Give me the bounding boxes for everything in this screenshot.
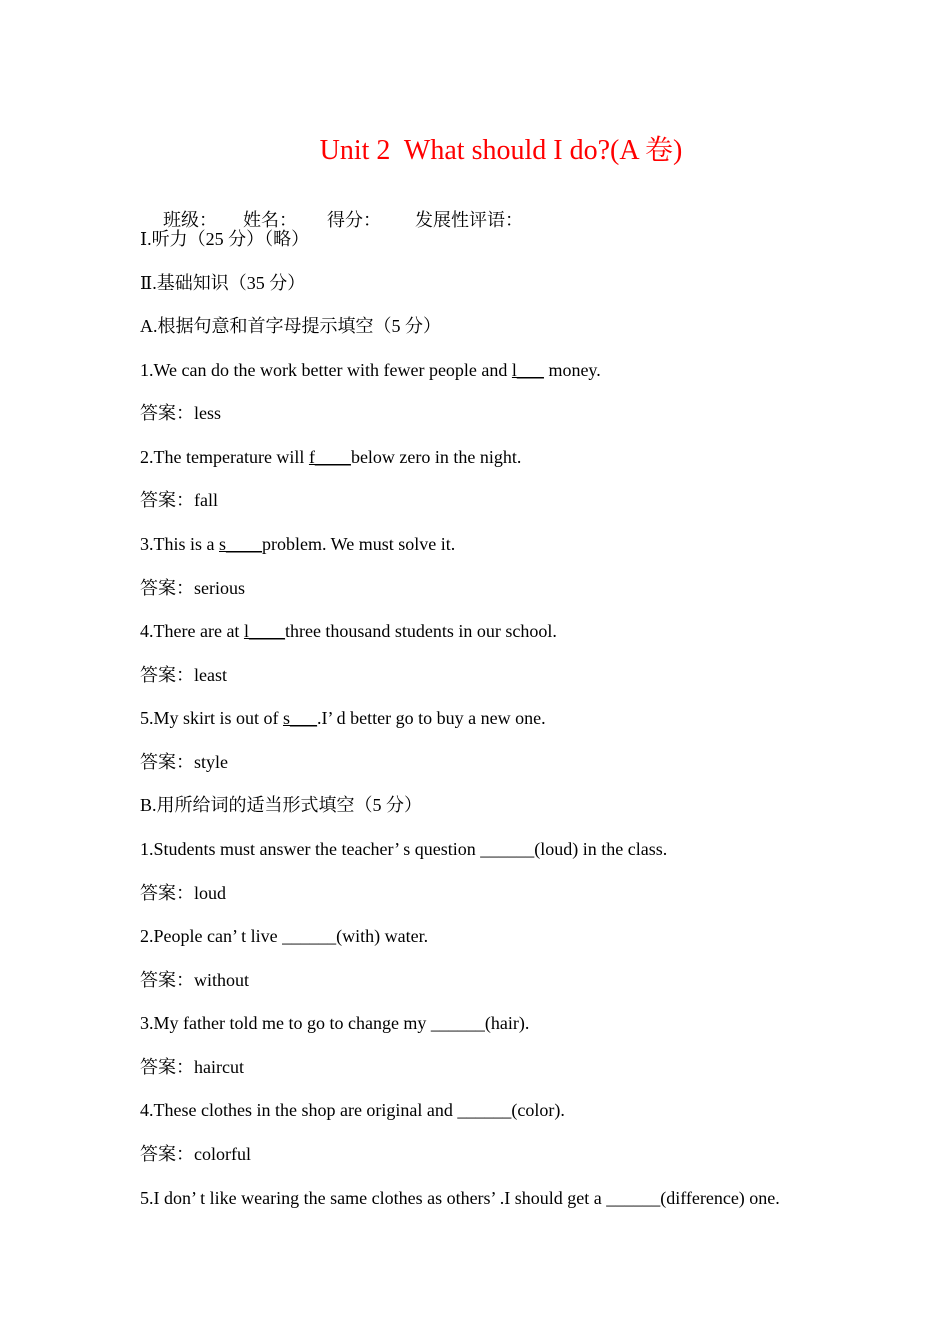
answer-b4: 答案：colorful bbox=[140, 1144, 251, 1164]
answer-blank: f____ bbox=[308, 447, 351, 467]
class-label: 班级： bbox=[163, 210, 217, 230]
part-a-heading: A.根据句意和首字母提示填空（5 分） bbox=[140, 316, 441, 336]
question-b4: 4.These clothes in the shop are original and ______(color). bbox=[140, 1100, 565, 1120]
answer-blank: s___ bbox=[283, 708, 318, 728]
answer-blank: l____ bbox=[243, 621, 285, 641]
question-a2: 2.The temperature will f____below zero in the night. bbox=[140, 447, 522, 467]
answer-blank: s____ bbox=[219, 534, 263, 554]
answer-a5: 答案：style bbox=[140, 752, 228, 772]
answer-blank: l___ bbox=[511, 360, 544, 380]
answer-a4: 答案：least bbox=[140, 665, 227, 685]
question-b5: 5.I don’ t like wearing the same clothes as others’ .I should get a ______(difference) one. bbox=[140, 1188, 780, 1208]
section-basic-knowledge: Ⅱ.基础知识（35 分） bbox=[140, 273, 306, 293]
question-a3: 3.This is a s____problem. We must solve it. bbox=[140, 534, 456, 554]
section-listening: Ⅰ.听力（25 分）（略） bbox=[140, 229, 310, 249]
comment-label: 发展性评语： bbox=[415, 210, 523, 230]
answer-a3: 答案：serious bbox=[140, 578, 245, 598]
part-b-heading: B.用所给词的适当形式填空（5 分） bbox=[140, 795, 423, 815]
answer-a1: 答案：less bbox=[140, 403, 221, 423]
score-label: 得分： bbox=[327, 210, 381, 230]
question-a5: 5.My skirt is out of s___.I’ d better go to buy a new one. bbox=[140, 708, 546, 728]
answer-b3: 答案：haircut bbox=[140, 1057, 244, 1077]
question-b1: 1.Students must answer the teacher’ s question ______(loud) in the class. bbox=[140, 839, 668, 859]
answer-a2: 答案：fall bbox=[140, 490, 218, 510]
question-b3: 3.My father told me to go to change my ______(hair). bbox=[140, 1013, 530, 1033]
question-a1: 1.We can do the work better with fewer people and l___ money. bbox=[140, 360, 601, 380]
answer-b2: 答案：without bbox=[140, 970, 250, 990]
name-label: 姓名： bbox=[243, 210, 297, 230]
question-b2: 2.People can’ t live ______(with) water. bbox=[140, 926, 429, 946]
question-a4: 4.There are at l____three thousand students in our school. bbox=[140, 621, 557, 641]
page-title: Unit 2 What should I do?(A 卷) bbox=[319, 135, 683, 166]
answer-b1: 答案：loud bbox=[140, 883, 227, 903]
